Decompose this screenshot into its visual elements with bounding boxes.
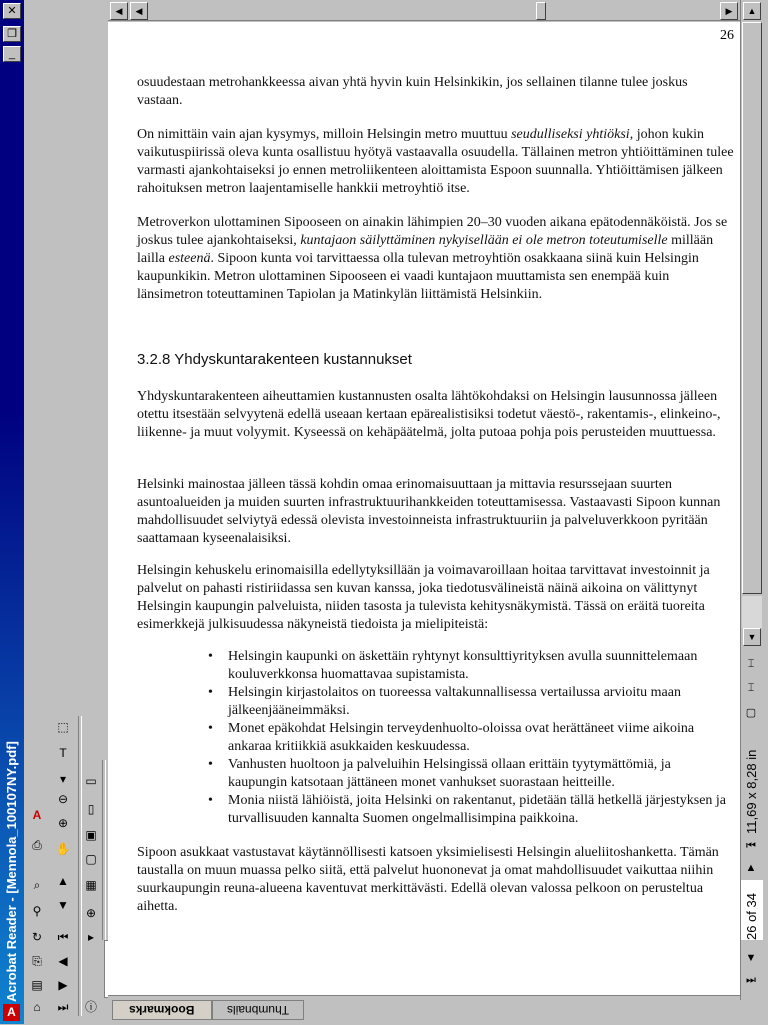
last-page-icon[interactable]: ⏭ xyxy=(57,1000,69,1014)
scroll-right-icon[interactable]: ▶ xyxy=(720,2,738,20)
paragraph: On nimittäin vain ajan kysymys, milloin Helsingin metro muuttuu seudulliseksi yhtiöksi, johon kukin vaikutuspiirissä oleva kunta osallistuu hyötyä vastaavalla osuudella. Tällainen metron yhtiöittäminen tulee varmasti ajankohtaiseksi jo ennen metroliikenteen aloittamista Espoon suunnalla. Yhtiöittämisen jälkeen rahoituksen metron laajentamiselle hankkii metroyhtiö itse. xyxy=(137,127,734,196)
scroll-up-icon[interactable]: ▲ xyxy=(743,2,761,20)
window-title-bar xyxy=(0,0,24,1024)
forward-icon[interactable]: ▼ xyxy=(57,898,69,912)
rotate-icon[interactable]: ↻ xyxy=(31,930,43,944)
paragraph: Helsinki mainostaa jälleen tässä kohdin omaa erinomaisuuttaan ja mittavia resurssejaan suurten asuntoalueiden ja muiden suurten infrastruktuurihankkeiden toteuttamisessa. Vastaavasti Sipoon kunnan mahdollisuudet selviytyä edessä olevista investoinneista infrastruktuuriin ja palveluverkkoon pyritään saattamaan kyseenalaisiksi. xyxy=(137,477,721,546)
select-graphics-icon[interactable]: ⬚ xyxy=(57,720,69,734)
page-number: 26 xyxy=(720,28,734,43)
previous-page-icon[interactable]: ▲ xyxy=(745,862,757,874)
acrobat-logo-icon: A xyxy=(32,808,42,822)
split-icon[interactable]: ⌶ xyxy=(747,682,755,694)
paragraph: Yhdyskuntarakenteen aiheuttamien kustannusten osalta lähtökohdaksi on Helsingin lausunnossa jälleen otettu itsestään selvyytenä edellä useaan kertaan epärealistisiksi todetut väestö-, rakentamis-, elinkeino-, liikenne- ja muut volyymit. Kyseessä on kehäpäätelmä, jolta putoaa pohja pois perusteiden muuttuessa. xyxy=(137,389,721,440)
previous-page-icon[interactable]: ◀ xyxy=(58,954,68,968)
continuous-page-icon[interactable]: ▦ xyxy=(85,878,97,892)
text-select-icon[interactable]: T xyxy=(59,746,67,760)
acrobat-app-icon: A xyxy=(3,1004,20,1021)
last-page-icon[interactable]: ⏭ xyxy=(746,974,756,986)
list-item: • Helsingin kirjastolaitos on tuoreessa valtakunnallisessa vertailussa arvioitu maan jälkeenjääneimmäksi. xyxy=(208,685,681,718)
close-icon[interactable]: ✕ xyxy=(3,3,21,19)
zoom-in-icon[interactable]: ⊕ xyxy=(57,816,69,830)
next-page-icon[interactable]: ▼ xyxy=(745,952,757,964)
vertical-scroll-thumb[interactable] xyxy=(742,22,762,594)
first-page-icon[interactable]: ⏮ xyxy=(746,840,756,852)
toolbar-divider xyxy=(102,760,106,940)
page-size-label: 11,69 x 8,28 in xyxy=(744,749,759,834)
toolbar xyxy=(24,0,108,1024)
info-icon[interactable]: ⓘ xyxy=(84,1000,97,1014)
window-title: Acrobat Reader - [Mennola_100107NY.pdf] xyxy=(4,741,19,1002)
page-view-icon[interactable]: ▢ xyxy=(745,707,757,719)
paragraph: Sipoon asukkaat vastustavat käytännöllisesti katsoen yksimielisesti Helsingin alueliitoshanketta. Tämän taustalla on muun muassa pelko siitä, että palvelut huononevat ja omat mahdollisuudet vaikuttaa niihin suurkaupungin reuna-alueena kaventuvat merkittävästi. Edellä olevan valossa pelkoon on perusteltua aihetta. xyxy=(137,845,719,914)
first-page-icon[interactable]: ⏮ xyxy=(57,930,69,944)
document-page xyxy=(108,22,740,995)
tab-thumbnails[interactable]: Thumbnails xyxy=(212,1000,304,1020)
scroll-down-icon[interactable]: ▼ xyxy=(743,628,761,646)
fit-page-icon[interactable]: ▭ xyxy=(85,774,97,788)
hand-tool-icon[interactable]: ✋ xyxy=(55,842,71,856)
bullet-list xyxy=(206,648,732,828)
tab-bookmarks[interactable]: Bookmarks xyxy=(112,1000,212,1020)
list-item: • Vanhusten huoltoon ja palveluihin Helsingissä ollaan erittäin tyytymättömiä, ja kaupungin katsotaan jättäneen monet vanhukset suorastaan heitteille. xyxy=(208,757,671,790)
scroll-left-icon[interactable]: ◀ xyxy=(130,2,148,20)
paragraph: Metroverkon ulottaminen Sipooseen on ainakin lähimpien 20–30 vuoden aikana epätodennäköistä. Jos se joskus tulee ajankohtaiseksi, kuntajaon säilyttäminen nykyisellään ei ole metron toteutumiselle millään lailla esteenä. Sipoon kunta voi tarvittaessa olla tulevan metroyhtiön osakkaana siinä kuin Helsingin kaupunkikin. Metron ulottaminen Sipooseen ei vaadi kuntajaon muuttamista sen enempää kuin länsimetron toteuttaminen Tapiolan ja Matinkylän liittämistä Helsinkiin. xyxy=(137,215,728,302)
fit-width-icon[interactable]: ▯ xyxy=(87,802,95,816)
page-layout-icon[interactable]: ▤ xyxy=(31,978,43,992)
horizontal-scroll-thumb[interactable] xyxy=(536,2,546,20)
add-icon[interactable]: ⊕ xyxy=(85,906,97,920)
scroll-left-icon[interactable]: ◀ xyxy=(110,2,128,20)
back-icon[interactable]: ▲ xyxy=(57,874,69,888)
copy-icon[interactable]: ⎘ xyxy=(32,954,42,968)
minimize-icon[interactable]: _ xyxy=(3,46,21,62)
list-item: • Monet epäkohdat Helsingin terveydenhuolto-oloissa ovat herättäneet viime aikoina ankaraa kritiikkiä asukkaiden keskuudessa. xyxy=(208,721,695,754)
list-item: • Monia niistä lähiöistä, joita Helsinki on rakentanut, pidetään tällä hetkellä järjestyksen ja turvallisuuden kannalta Suomen ongelmallisimpina paikkoina. xyxy=(208,793,727,826)
dropdown-arrow-icon[interactable]: ▾ xyxy=(59,772,67,786)
split-icon[interactable]: ⌶ xyxy=(747,658,755,670)
binoculars-icon[interactable]: ⚲ xyxy=(32,904,42,918)
paragraph: Helsingin kehuskelu erinomaisilla edellytyksillään ja voimavaroillaan hoitaa tarvittavat investoinnit ja palvelut on pahasti ristiriidassa sen kuvan kanssa, joka tiedotusvälineistä näinä aikoina on välittynyt Helsingin kaupungin palveluista, niiden tasosta ja tulevista kehitysnäkymistä. Tässä on eräitä tuoreita esimerkkejä julkisuudessa näkyneistä tiedoista ja mielipiteistä: xyxy=(137,563,710,632)
print-icon[interactable]: ⎙ xyxy=(32,838,42,852)
single-page-icon[interactable]: ▢ xyxy=(85,852,97,866)
open-file-icon[interactable]: ⌂ xyxy=(33,1000,41,1014)
vertical-scrollbar[interactable] xyxy=(740,0,763,1000)
page-count-field[interactable]: 26 of 34 xyxy=(741,880,763,940)
list-item: • Helsingin kaupunki on äskettäin ryhtynyt konsulttiyrityksen avulla suunnittelemaan kouluverkkonsa huomattavaa supistamista. xyxy=(208,649,698,682)
horizontal-scrollbar[interactable] xyxy=(108,2,740,21)
zoom-out-icon[interactable]: ⊖ xyxy=(57,792,69,806)
actual-size-icon[interactable]: ▣ xyxy=(85,828,97,842)
next-page-icon[interactable]: ▶ xyxy=(58,978,68,992)
paragraph: osuudestaan metrohankkeessa aivan yhtä hyvin kuin Helsinkikin, jos sellainen tilanne tulee joskus vastaan. xyxy=(137,75,688,108)
toolbar-expand-icon[interactable]: ▸ xyxy=(87,930,95,944)
find-icon[interactable]: ⌕ xyxy=(33,878,41,892)
restore-icon[interactable]: ❐ xyxy=(3,26,21,42)
scroll-track[interactable] xyxy=(742,596,762,628)
section-heading: 3.2.8 Yhdyskuntarakenteen kustannukset xyxy=(137,351,412,368)
navigation-tabs xyxy=(108,995,740,1025)
